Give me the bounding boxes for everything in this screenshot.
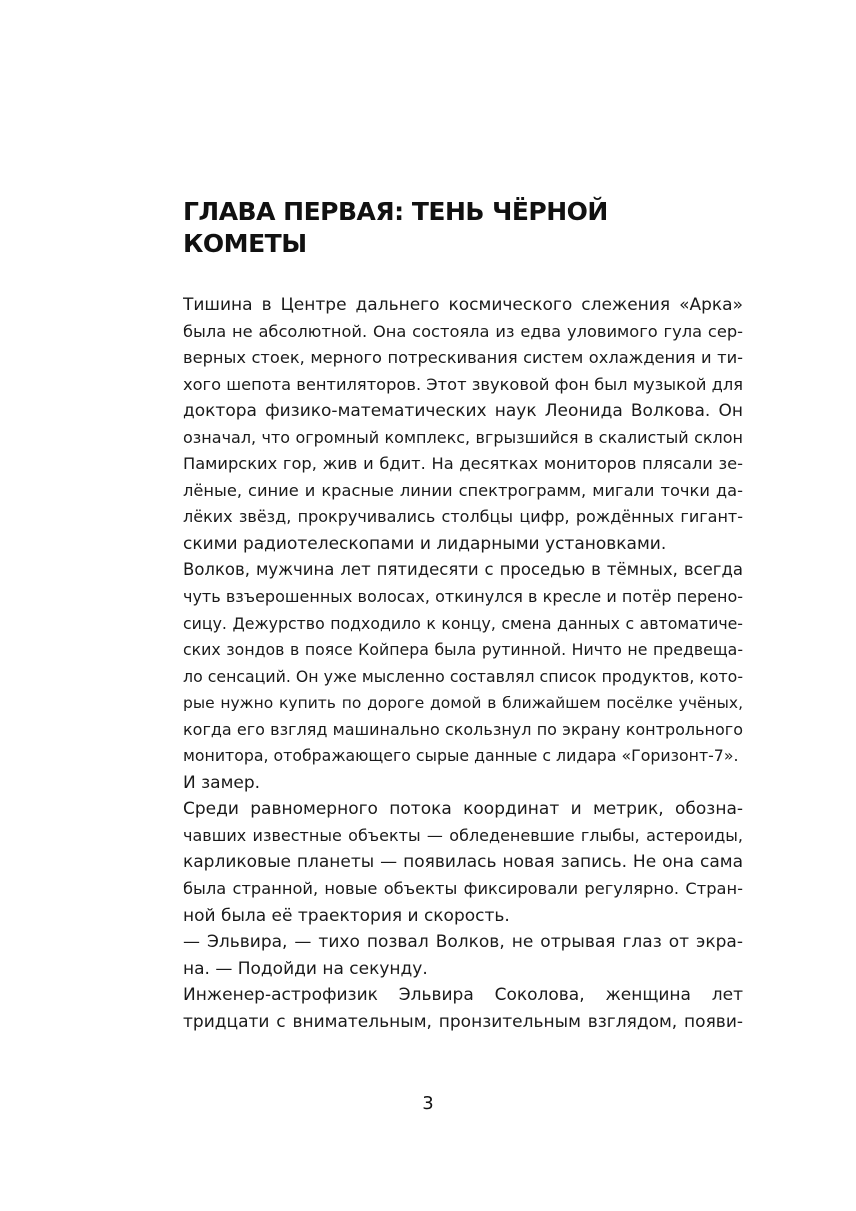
text-line: лёких звёзд, прокручивались столбцы цифр, рождённых гигант-	[183, 507, 743, 527]
text-line: карликовые планеты — появилась новая запись. Не она сама	[183, 852, 743, 873]
text-line: лёные, синие и красные линии спектрограмм, мигали точки да-	[183, 480, 743, 500]
text-line: ских зондов в поясе Койпера была рутинной. Ничто не предвеща-	[183, 640, 743, 660]
text-line: тридцати с внимательным, пронзительным взглядом, появи-	[183, 1011, 743, 1032]
text-line: когда его взгляд машинально скользнул по экрану контрольного	[183, 719, 743, 739]
chapter-title-line-1: ГЛАВА ПЕРВАЯ: ТЕНЬ ЧЁРНОЙ	[183, 197, 608, 226]
text-line: Инженер-астрофизик Эльвира Соколова, женщина лет	[183, 985, 743, 1006]
text-line: хого шепота вентиляторов. Этот звуковой фон был музыкой для	[183, 374, 743, 394]
page-number: 3	[422, 1093, 434, 1114]
text-line: ной была её траектория и скорость.	[183, 905, 510, 926]
text-line: чуть взъерошенных волосах, откинулся в кресле и потёр перено-	[183, 587, 743, 607]
text-line: монитора, отображающего сырые данные с лидара «Горизонт-7».	[183, 746, 739, 766]
text-line: Памирских гор, жив и бдит. На десятках мониторов плясали зе-	[183, 454, 743, 474]
text-line: была странной, новые объекты фиксировали регулярно. Стран-	[183, 879, 743, 899]
text-line: доктора физико-математических наук Леонида Волкова. Он	[183, 401, 743, 422]
text-line: Тишина в Центре дальнего космического слежения «Арка»	[183, 295, 743, 315]
text-line: скими радиотелескопами и лидарными установками.	[183, 533, 667, 554]
text-line: сицу. Дежурство подходило к концу, смена данных с автоматиче-	[183, 613, 743, 633]
text-line: верных стоек, мерного потрескивания систем охлаждения и ти-	[183, 348, 743, 368]
text-line: чавших известные объекты — обледеневшие глыбы, астероиды,	[183, 825, 743, 845]
text-line: означал, что огромный комплекс, вгрызшийся в скалистый склон	[183, 427, 743, 447]
chapter-title-line-2: КОМЕТЫ	[183, 229, 307, 258]
text-line: ло сенсаций. Он уже мысленно составлял список продуктов, кото-	[183, 666, 743, 686]
text-line: рые нужно купить по дороге домой в ближайшем посёлке учёных,	[183, 694, 743, 713]
text-line: была не абсолютной. Она состояла из едва уловимого гула сер-	[183, 321, 743, 341]
text-line: на. — Подойди на секунду.	[183, 958, 428, 979]
text-line: — Эльвира, — тихо позвал Волков, не отрывая глаз от экра-	[183, 932, 743, 953]
text-line: И замер.	[183, 772, 261, 793]
text-line: Среди равномерного потока координат и метрик, обозна-	[183, 799, 743, 820]
chapter-body-text	[183, 292, 743, 1035]
text-line: Волков, мужчина лет пятидесяти с проседью в тёмных, всегда	[183, 560, 743, 580]
chapter-title	[183, 196, 743, 260]
